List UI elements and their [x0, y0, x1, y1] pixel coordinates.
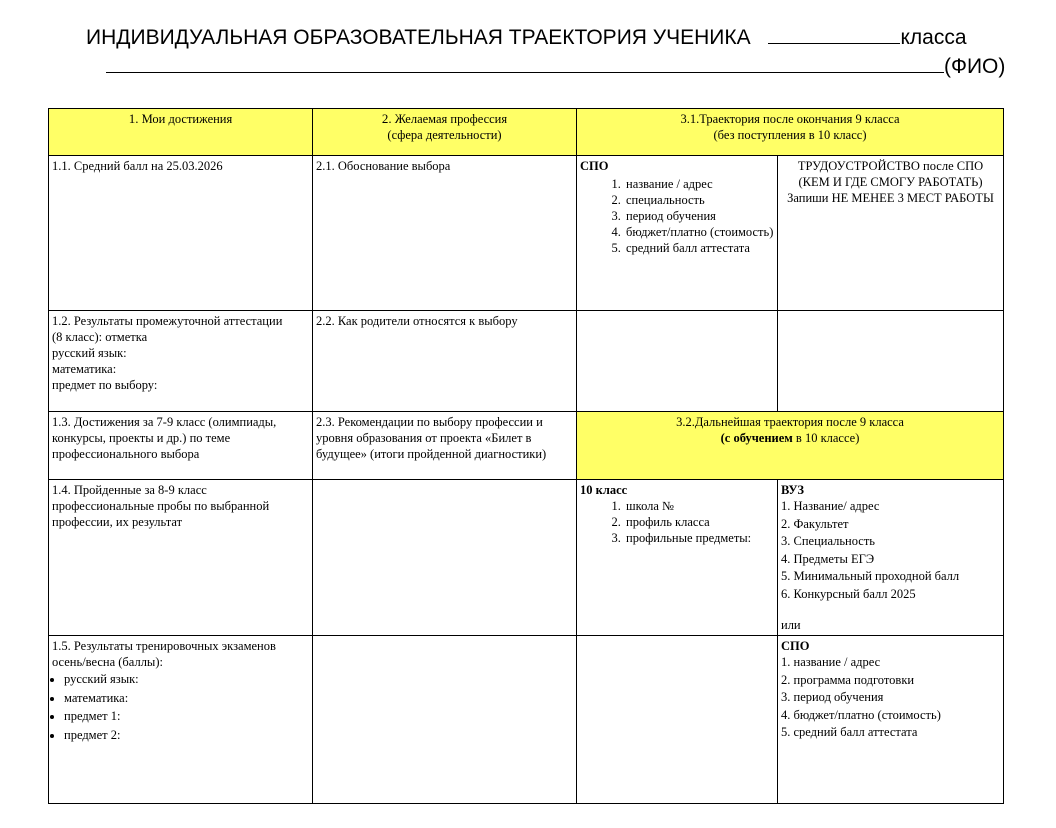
school-list [580, 498, 774, 546]
employment-line: Запиши НЕ МЕНЕЕ 3 МЕСТ РАБОТЫ [787, 191, 994, 205]
cell-empty[interactable] [313, 480, 577, 636]
header-label: 3.2.Дальнейшая траектория после 9 класса [676, 415, 904, 429]
cell-spo-after-11[interactable] [778, 636, 1004, 804]
cell-1-2[interactable] [49, 311, 313, 412]
title-text: ИНДИВИДУАЛЬНАЯ ОБРАЗОВАТЕЛЬНАЯ ТРАЕКТОРИЯ УЧЕНИКА [86, 26, 751, 49]
cell-1-1[interactable] [49, 156, 313, 311]
cell-text: 2.2. Как родители относятся к выбору [316, 314, 518, 328]
class-suffix: класса [900, 26, 967, 49]
header-profession [313, 109, 577, 156]
vuz-list [781, 498, 1000, 603]
spo-title: СПО [580, 159, 609, 173]
cell-1-4[interactable] [49, 480, 313, 636]
cell-2-2[interactable] [313, 311, 577, 412]
cell-line: 1.2. Результаты промежуточной аттестации [52, 314, 283, 328]
cell-10-class[interactable] [577, 480, 778, 636]
header-rest: в 10 классе) [792, 431, 860, 445]
employment-line: (КЕМ И ГДЕ СМОГУ РАБОТАТЬ) [798, 175, 983, 189]
or-text: или [781, 618, 801, 632]
row-5 [49, 636, 1004, 804]
list-item: 1. школа № [624, 498, 774, 514]
cell-1-5[interactable] [49, 636, 313, 804]
list-item: 6. Конкурсный балл 2025 [781, 586, 916, 601]
list-item: 4. бюджет/платно (стоимость) [781, 707, 941, 722]
cell-line: (8 класс): отметка [52, 330, 148, 344]
vuz-title: ВУЗ [781, 483, 804, 497]
class-blank-line[interactable] [768, 27, 900, 44]
cell-line: осень/весна (баллы): [52, 655, 163, 669]
employment-line: ТРУДОУСТРОЙСТВО после СПО [797, 159, 984, 173]
header-sub: (без поступления в 10 класс) [713, 128, 867, 142]
list-item: 1. название / адрес [781, 655, 881, 669]
trajectory-table [48, 108, 1004, 804]
list-item: • русский язык: [64, 670, 309, 689]
header-trajectory-3-2 [577, 412, 1004, 480]
cell-line: математика: [52, 362, 117, 376]
header-label: 3.1.Траектория после окончания 9 класса [680, 112, 900, 126]
cell-2-1[interactable] [313, 156, 577, 311]
header-sub: (сфера деятельности) [387, 128, 502, 142]
cell-text: 1.4. Пройденные за 8-9 класс профессиональные пробы по выбранной профессии, их результат [52, 483, 270, 529]
cell-text: 1.3. Достижения за 7-9 класс (олимпиады, конкурсы, проекты и др.) по теме профессионального выбора [52, 415, 277, 461]
cell-text: 1.1. Средний балл на 25.03.2026 [52, 159, 223, 173]
page-title [86, 26, 967, 50]
list-item: • предмет 2: [64, 726, 309, 745]
cell-text: 2.3. Рекомендации по выбору профессии и уровня образования от проекта «Билет в будущее» (итоги пройденной диагностики) [316, 415, 547, 461]
list-item: 2. программа подготовки [781, 672, 915, 687]
fio-suffix: (ФИО) [944, 55, 1006, 78]
cell-line: предмет по выбору: [52, 378, 158, 392]
row-4 [49, 480, 1004, 636]
spo-list [580, 176, 774, 256]
list-item: 1. Название/ адрес [781, 499, 880, 513]
list-item: 2. специальность [624, 192, 774, 208]
header-row [49, 109, 1004, 156]
exam-list [52, 670, 309, 744]
list-item: 3. период обучения [781, 690, 884, 704]
cell-empty[interactable] [577, 636, 778, 804]
list-item: 5. Минимальный проходной балл [781, 569, 960, 583]
spo-title: СПО [781, 639, 810, 653]
cell-2-3[interactable] [313, 412, 577, 480]
list-item: • математика: [64, 689, 309, 708]
list-item: 2. профиль класса [624, 514, 774, 530]
cell-spo[interactable] [577, 156, 778, 311]
cell-employment[interactable] [778, 156, 1004, 311]
cell-vuz[interactable] [778, 480, 1004, 636]
fio-line [106, 54, 1005, 79]
cell-empty[interactable] [313, 636, 577, 804]
cell-line: русский язык: [52, 346, 127, 360]
row-1 [49, 156, 1004, 311]
list-item: 2. Факультет [781, 516, 849, 531]
row-3 [49, 412, 1004, 480]
header-label: Мои достижения [141, 112, 233, 126]
list-item: 3. Специальность [781, 534, 876, 548]
header-num: 2. [381, 111, 392, 126]
cell-empty[interactable] [577, 311, 778, 412]
school-title: 10 класс [580, 483, 628, 497]
cell-line: 1.5. Результаты тренировочных экзаменов [52, 639, 276, 653]
list-item: 3. период обучения [624, 208, 774, 224]
list-item: 5. средний балл аттестата [624, 240, 774, 256]
fio-blank-line[interactable] [106, 54, 944, 73]
cell-empty[interactable] [778, 311, 1004, 412]
list-item: 4. бюджет/платно (стоимость) [624, 224, 774, 240]
cell-text: 2.1. Обоснование выбора [316, 159, 451, 173]
spo-list [781, 654, 1000, 742]
header-label: Желаемая профессия [394, 112, 508, 126]
header-num: 1. [128, 111, 139, 126]
list-item: 1. название / адрес [624, 176, 774, 192]
row-2 [49, 311, 1004, 412]
list-item: 5. средний балл аттестата [781, 725, 918, 739]
header-bold: (с обучением [720, 431, 793, 445]
header-trajectory-3-1 [577, 109, 1004, 156]
cell-1-3[interactable] [49, 412, 313, 480]
list-item: • предмет 1: [64, 707, 309, 726]
header-achievements [49, 109, 313, 156]
list-item: 3. профильные предметы: [624, 530, 774, 546]
list-item: 4. Предметы ЕГЭ [781, 551, 875, 566]
